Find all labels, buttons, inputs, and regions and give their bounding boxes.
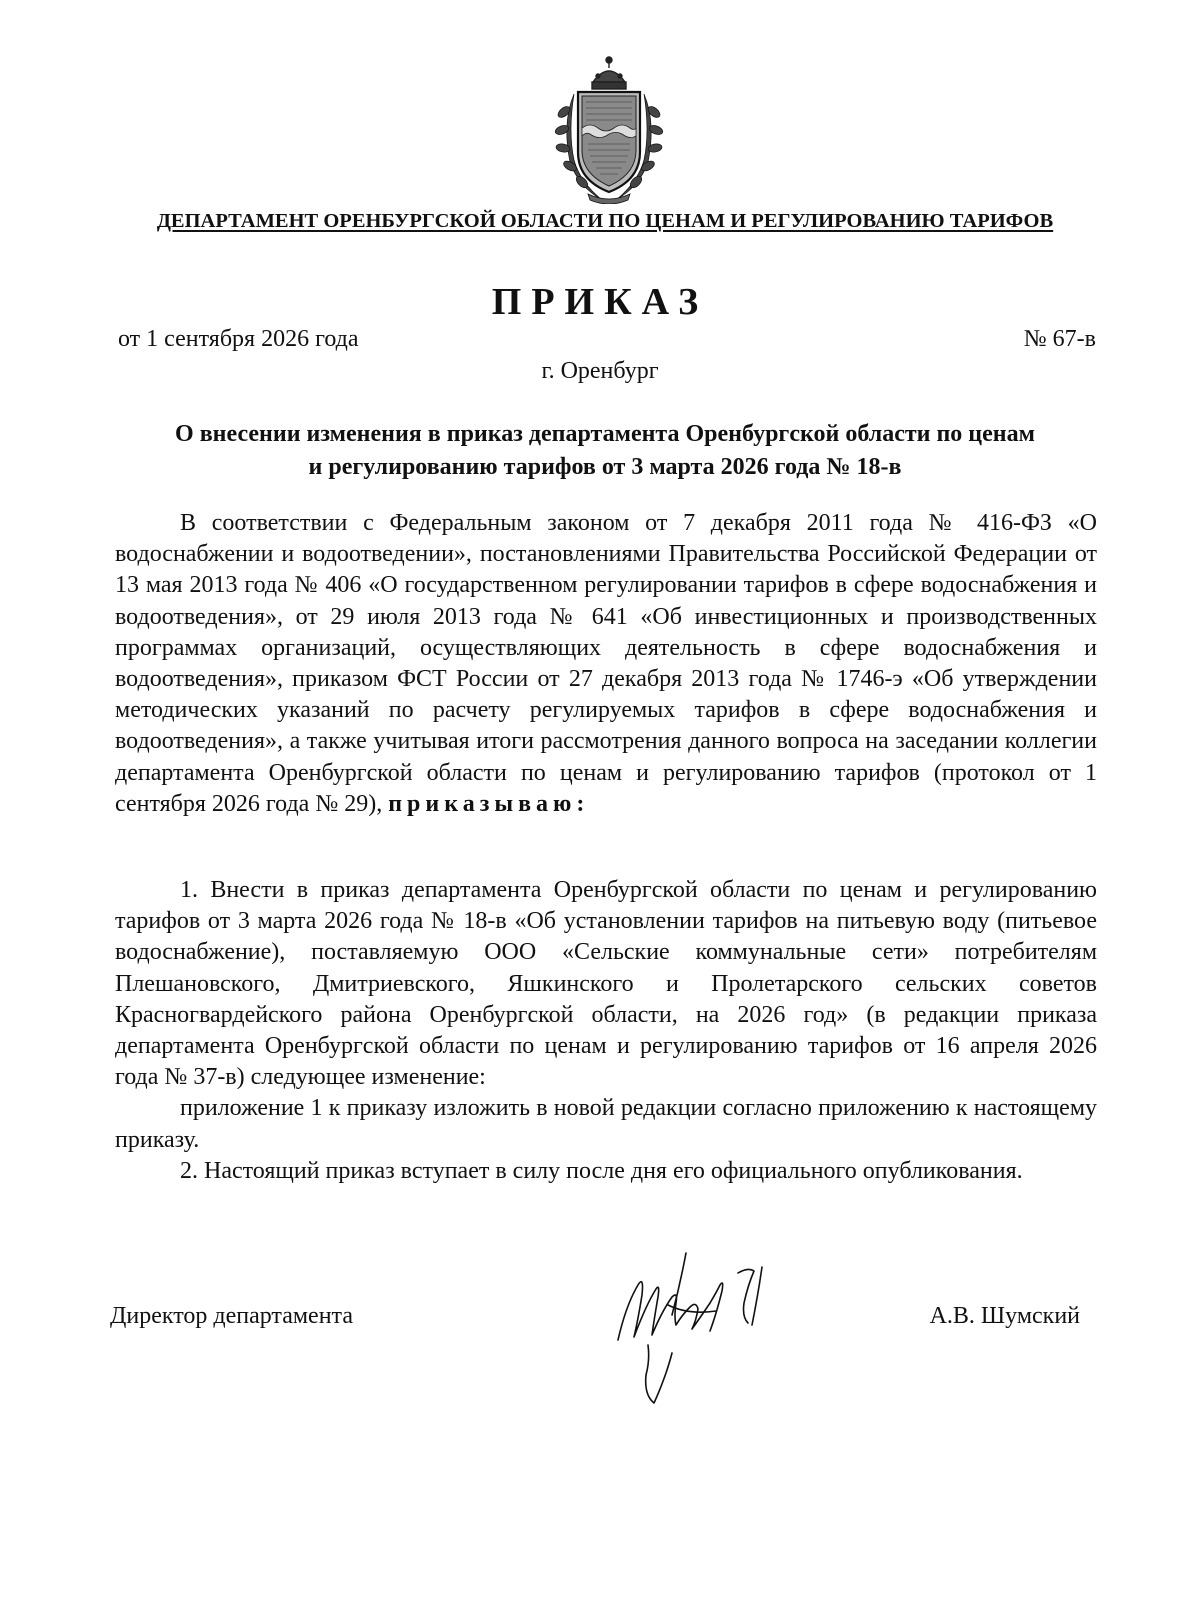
director-position: Директор департамента: [110, 1303, 353, 1329]
preamble-text: В соответствии с Федеральным законом от 7 декабря 2011 года № 416-ФЗ «О водоснабжении и водоотведении», постановлениями Правительства Российской Федерации от 13 мая 2013 года № 406 «О государственном регулировании тарифов в сфере водоснабжения и водоотведения», от 29 июля 2013 года № 641 «Об инвестиционных и производственных программах организаций, осуществляющих деятельность в сфере водоснабжения и водоотведения», приказом ФСТ России от 27 декабря 2013 года № 1746-э «Об утверждении методических указаний по расчету регулируемых тарифов в сфере водоснабжения и водоотведения», а также учитывая итоги рассмотрения данного вопроса на заседании коллегии департамента Оренбургской области по ценам и регулированию тарифов (протокол от 1 сентября 2026 года № 29),: [115, 510, 1097, 817]
order-item-2: 2. Настоящий приказ вступает в силу после дня его официального опубликования.: [180, 1157, 1023, 1184]
document-city: г. Оренбург: [541, 358, 659, 384]
subject-line-2: и регулированию тарифов от 3 марта 2026 года № 18-в: [308, 454, 902, 480]
handwritten-signature: [598, 1245, 798, 1415]
document-title: ПРИКАЗ: [491, 281, 709, 323]
preamble-paragraph: [115, 508, 1097, 820]
director-name: А.В. Шумский: [929, 1303, 1080, 1329]
order-items: [115, 875, 1097, 1187]
document-number: № 67-в: [1023, 326, 1096, 352]
document-date: от 1 сентября 2026 года: [118, 326, 359, 352]
subject-line-1: О внесении изменения в приказ департамента Оренбургской области по ценам: [175, 421, 1035, 447]
document-subject: [110, 418, 1100, 484]
department-name: ДЕПАРТАМЕНТ ОРЕНБУРГСКОЙ ОБЛАСТИ ПО ЦЕНАМ И РЕГУЛИРОВАНИЮ ТАРИФОВ: [156, 210, 1054, 232]
order-word: приказываю:: [388, 790, 590, 817]
order-item-1: 1. Внести в приказ департамента Оренбургской области по ценам и регулированию тарифов от 3 марта 2026 года № 18-в «Об установлении тарифов на питьевую воду (питьевое водоснабжение), поставляемую ООО «Сельские коммунальные сети» потребителям Плешановского, Дмитриевского, Яшкинского и Пролетарского сельских советов Красногвардейского района Оренбургской области, на 2026 год» (в редакции приказа департамента Оренбургской области по ценам и регулированию тарифов от 16 апреля 2026 года № 37-в) следующее изменение:: [115, 877, 1097, 1091]
order-item-1-change: приложение 1 к приказу изложить в новой редакции согласно приложению к настоящему приказу.: [115, 1095, 1097, 1153]
coat-of-arms-emblem: [548, 52, 670, 204]
